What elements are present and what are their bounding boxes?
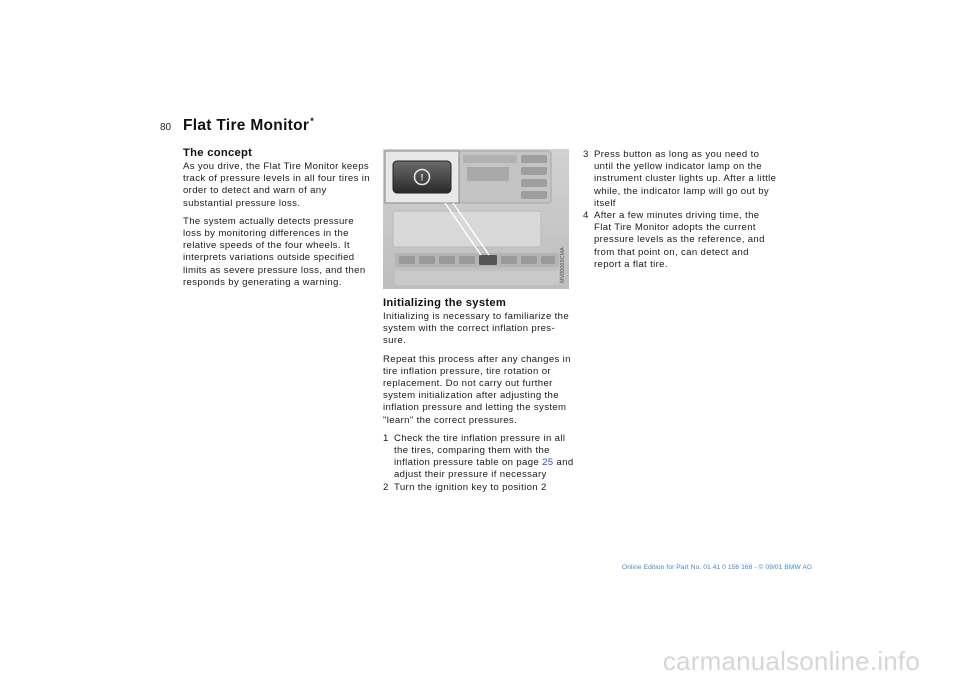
step-text-continued: and adjust their pressure if necessary — [394, 457, 574, 481]
step-number: 4 — [583, 210, 589, 222]
page-title-text: Flat Tire Monitor — [183, 117, 310, 135]
tire-warning-exclamation: ! — [420, 172, 424, 183]
edition-credit: Online Edition for Part No. 01 41 0 156 168 - © 09/01 BMW AG — [622, 564, 813, 571]
page-title — [183, 116, 314, 135]
dashboard-photo — [383, 149, 569, 289]
initializing-body — [383, 311, 578, 494]
step-number: 3 — [583, 149, 589, 160]
initializing-heading: Initializing the system — [383, 297, 507, 309]
step-item — [383, 482, 578, 494]
concept-paragraph: As you drive, the Flat Tire Monitor keeps track of pressure levels in all four tires in order to detect and warn of any substantial pressure loss. — [183, 161, 370, 209]
steps-list — [383, 433, 578, 494]
panel-button — [521, 167, 547, 175]
steps-list-continued — [583, 149, 778, 271]
step-number: 2 — [383, 481, 389, 493]
concept-section — [183, 147, 375, 295]
panel-button — [521, 191, 547, 199]
flat-tire-button-small — [479, 255, 497, 265]
initializing-section — [383, 297, 578, 494]
initializing-paragraph: Initializing is necessary to familiarize the system with the correct inflation pres-sure. — [383, 311, 570, 347]
center-console-display — [393, 211, 541, 247]
dashboard-button-figure — [383, 149, 569, 289]
step-number: 1 — [383, 432, 389, 444]
step-text: Press button as long as you need to until the yellow indicator lamp on the instrument cluster lights up. After a little while, the indicator lamp will go out by itself — [594, 149, 777, 209]
page-number: 80 — [160, 122, 172, 133]
lower-trim — [395, 271, 559, 285]
panel-button — [521, 179, 547, 187]
step-text: Check the tire inflation pressure in all the tires, comparing them with the inflation pressure table on page — [394, 432, 566, 469]
row-button — [439, 256, 455, 264]
step-item — [583, 149, 778, 210]
row-button — [541, 256, 555, 264]
steps-continued — [583, 149, 778, 271]
concept-paragraph: The system actually detects pressure loss by monitoring differences in the relative speeds of the four wheels. It interprets variations outside specified limits as severe pressure loss, and then responds by generating a warning. — [183, 215, 366, 288]
row-button — [419, 256, 435, 264]
concept-body — [183, 161, 375, 289]
row-button — [521, 256, 537, 264]
step-item — [383, 433, 578, 482]
step-text: Turn the ignition key to position 2 — [394, 481, 547, 493]
panel-strip — [463, 155, 517, 163]
row-button — [399, 256, 415, 264]
initializing-paragraph: Repeat this process after any changes in tire inflation pressure, tire rotation or replacement. Do not carry out further system initialization after adjusting the inflation pressure and letting the system "learn" the correct pressures. — [383, 353, 571, 426]
image-code: MV00003CMA — [560, 247, 566, 283]
step-text: After a few minutes driving time, the Flat Tire Monitor adopts the current pressure levels as the reference, and from that point on, can detect and report a flat tire. — [594, 210, 765, 270]
option-asterisk: * — [310, 116, 315, 126]
site-watermark: carmanualsonline.info — [662, 646, 920, 676]
step-item — [583, 210, 778, 271]
row-button — [459, 256, 475, 264]
concept-heading: The concept — [183, 147, 253, 159]
panel-display — [467, 167, 509, 181]
page-reference-link[interactable]: 25 — [542, 457, 554, 469]
panel-button — [521, 155, 547, 163]
row-button — [501, 256, 517, 264]
